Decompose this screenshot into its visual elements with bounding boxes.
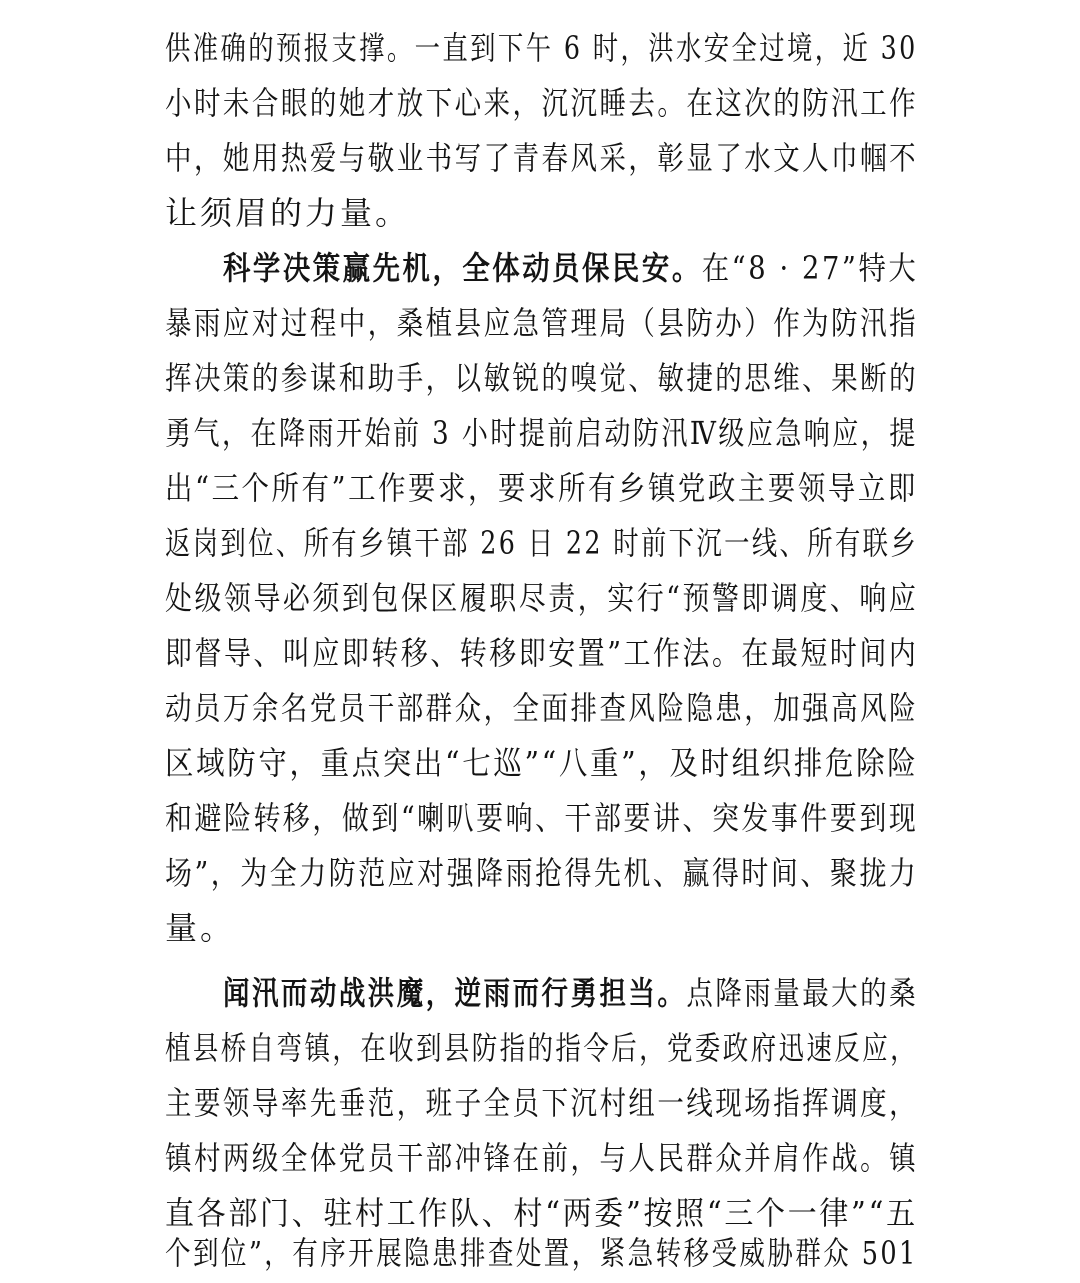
- text-line: [0, 513, 1080, 573]
- text-line: [0, 843, 1080, 903]
- text-line: [0, 898, 1080, 958]
- line-text: 挥决策的参谋和助手，以敏锐的嗅觉、敏捷的思维、果断的: [165, 359, 919, 397]
- line-text: 植县桥自弯镇，在收到县防指的指令后，党委政府迅速反应，: [165, 1029, 918, 1067]
- text-line: [0, 1018, 1080, 1078]
- text-line: [0, 128, 1080, 188]
- paragraph-heading: 闻汛而动战洪魔，逆雨而行勇担当。: [223, 974, 687, 1012]
- line-text: 主要领导率先垂范，班子全员下沉村组一线现场指挥调度，: [165, 1084, 919, 1122]
- line-text: 中，她用热爱与敬业书写了青春风采，彰显了水文人巾帼不: [165, 139, 919, 177]
- line-text: 供准确的预报支撑。一直到下午 6 时，洪水安全过境，近 30: [165, 29, 918, 67]
- text-line: [0, 293, 1080, 353]
- text-line: [0, 788, 1080, 848]
- line-text: 出“三个所有”工作要求，要求所有乡镇党政主要领导立即: [165, 469, 918, 507]
- text-line: [0, 348, 1080, 408]
- heading-followup-text: 点降雨量最大的桑: [686, 974, 919, 1012]
- text-line: [0, 403, 1080, 463]
- line-text: 直各部门、驻村工作队、村“两委”按照“三个一律”“五: [165, 1194, 918, 1232]
- line-text: 个到位”，有序开展隐患排查处置，紧急转移受威胁群众 501: [165, 1234, 918, 1272]
- line-text: 即督导、叫应即转移、转移即安置”工作法。在最短时间内: [165, 634, 919, 672]
- text-line: [0, 73, 1080, 133]
- line-text: 勇气，在降雨开始前 3 小时提前启动防汛Ⅳ级应急响应，提: [165, 414, 918, 452]
- line-text: 镇村两级全体党员干部冲锋在前，与人民群众并肩作战。镇: [165, 1139, 919, 1177]
- line-text: 暴雨应对过程中，桑植县应急管理局（县防办）作为防汛指: [165, 304, 919, 342]
- line-text: [223, 963, 918, 1023]
- line-text: [223, 238, 918, 298]
- paragraph-first-line: [0, 238, 1080, 298]
- text-line: [0, 183, 1080, 243]
- line-text: 返岗到位、所有乡镇干部 26 日 22 时前下沉一线、所有联乡: [165, 524, 919, 562]
- paragraph-first-line: [0, 963, 1080, 1023]
- line-text: 处级领导必须到包保区履职尽责，实行“预警即调度、响应: [165, 579, 919, 617]
- line-text: 动员万余名党员干部群众，全面排查风险隐患，加强高风险: [165, 689, 919, 727]
- line-text: 小时未合眼的她才放下心来，沉沉睡去。在这次的防汛工作: [165, 84, 919, 122]
- line-text: 量。: [165, 909, 236, 947]
- text-line: [0, 1128, 1080, 1188]
- line-text: 让须眉的力量。: [165, 194, 411, 232]
- text-line: [0, 568, 1080, 628]
- line-text: 场”，为全力防范应对强降雨抢得先机、赢得时间、聚拢力: [165, 854, 919, 892]
- heading-followup-text: 在“8 · 27”特大: [701, 249, 919, 287]
- text-line: [0, 1223, 1080, 1283]
- line-text: 和避险转移，做到“喇叭要响、干部要讲、突发事件要到现: [165, 799, 919, 837]
- text-line: [0, 458, 1080, 518]
- text-line: [0, 623, 1080, 683]
- text-line: [0, 733, 1080, 793]
- text-line: [0, 678, 1080, 738]
- paragraph-heading: 科学决策赢先机，全体动员保民安。: [223, 249, 702, 287]
- text-line: [0, 18, 1080, 78]
- text-line: [0, 1073, 1080, 1133]
- line-text: 区域防守，重点突出“七巡”“八重”，及时组织排危除险: [165, 744, 919, 782]
